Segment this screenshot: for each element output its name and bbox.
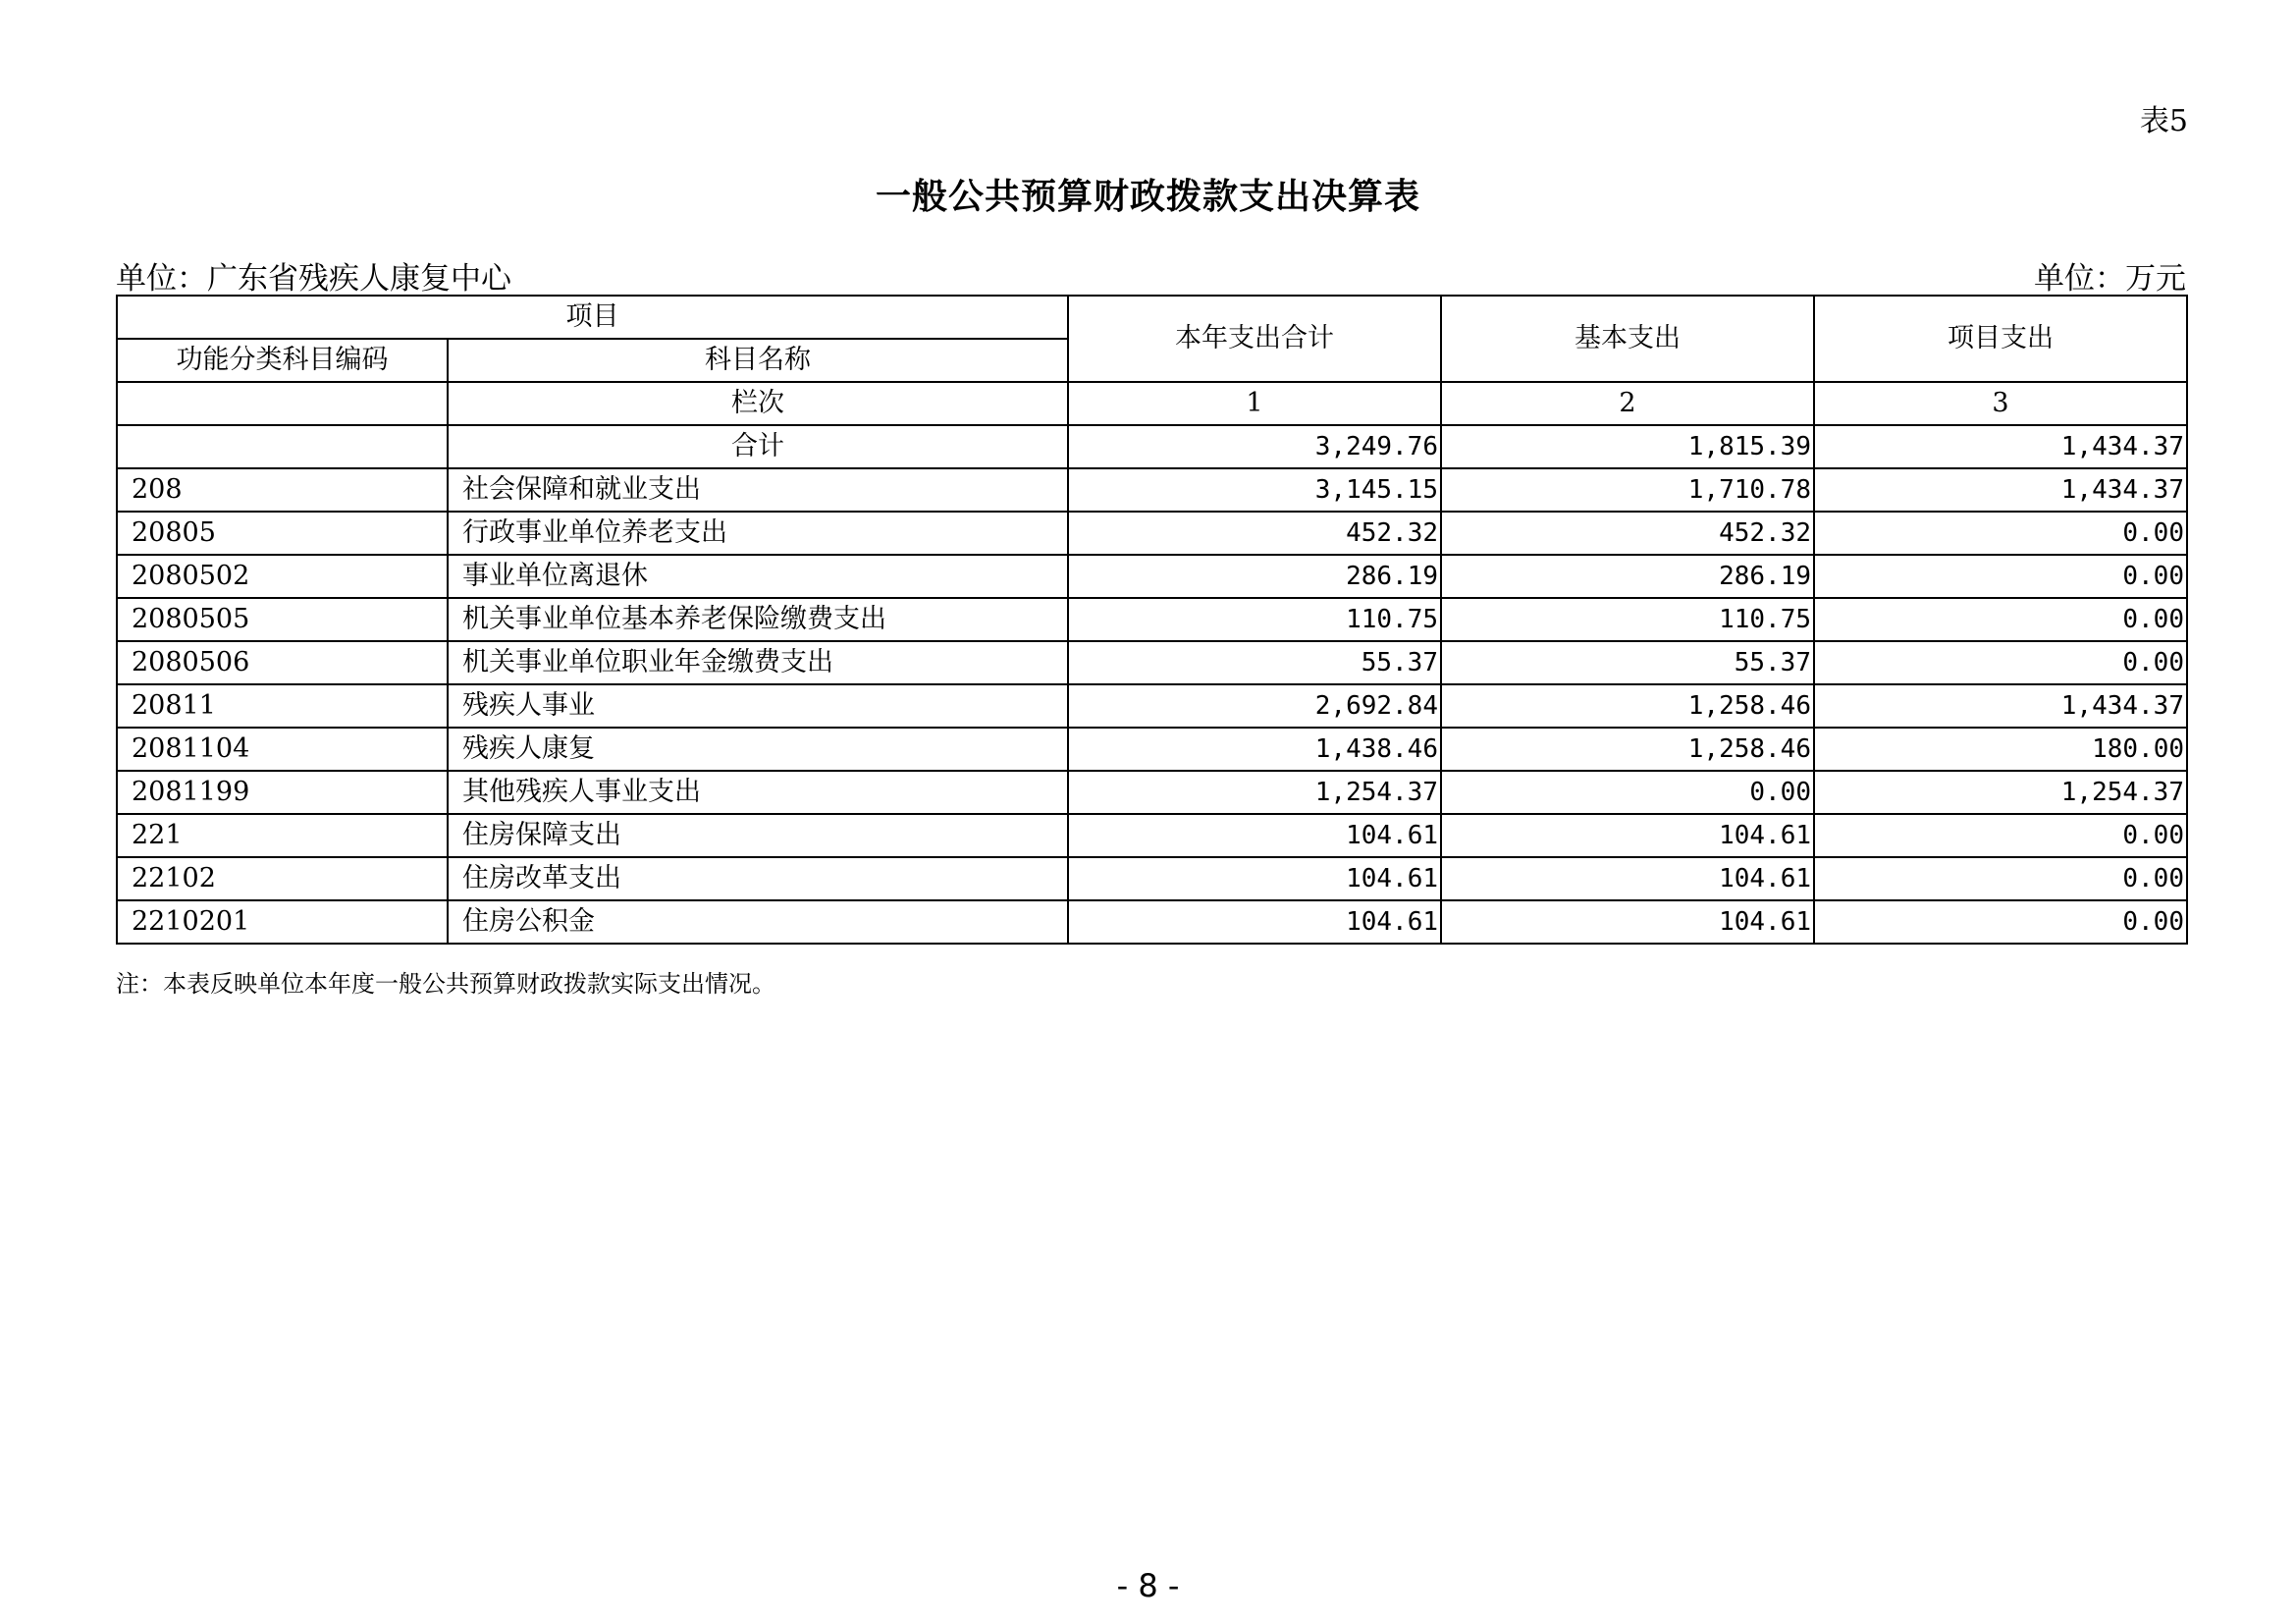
row-project: 1,254.37 [1814, 771, 2187, 814]
row-project: 0.00 [1814, 512, 2187, 555]
row-total: 110.75 [1068, 598, 1441, 641]
row-project: 0.00 [1814, 814, 2187, 857]
unit-organization: 单位：广东省残疾人康复中心 [116, 261, 511, 297]
row-basic: 110.75 [1441, 598, 1814, 641]
row-project: 0.00 [1814, 857, 2187, 900]
table-row [117, 771, 2187, 814]
row-basic: 55.37 [1441, 641, 1814, 684]
row-basic: 1,258.46 [1441, 728, 1814, 771]
row-project: 0.00 [1814, 641, 2187, 684]
header-total: 本年支出合计 [1068, 296, 1441, 382]
row-project: 0.00 [1814, 900, 2187, 944]
row-name: 机关事业单位职业年金缴费支出 [448, 641, 1068, 684]
header-project: 项目 [117, 296, 1068, 339]
header-column-label: 栏次 [448, 382, 1068, 425]
row-basic: 104.61 [1441, 857, 1814, 900]
table-body [117, 468, 2187, 944]
row-basic: 1,710.78 [1441, 468, 1814, 512]
row-basic: 1,258.46 [1441, 684, 1814, 728]
row-basic: 104.61 [1441, 900, 1814, 944]
row-name: 残疾人事业 [448, 684, 1068, 728]
total-sum: 3,249.76 [1068, 425, 1441, 468]
total-row [117, 425, 2187, 468]
row-name: 事业单位离退休 [448, 555, 1068, 598]
table-note: 注：本表反映单位本年度一般公共预算财政拨款实际支出情况。 [116, 970, 775, 998]
table-row [117, 641, 2187, 684]
row-code: 22102 [117, 857, 448, 900]
table-row [117, 468, 2187, 512]
budget-table [116, 295, 2188, 945]
row-code: 208 [117, 468, 448, 512]
header-code: 功能分类科目编码 [117, 339, 448, 382]
table-row [117, 598, 2187, 641]
table-row [117, 512, 2187, 555]
header-project-expense: 项目支出 [1814, 296, 2187, 382]
table-number: 表5 [2139, 104, 2188, 138]
row-total: 2,692.84 [1068, 684, 1441, 728]
row-basic: 104.61 [1441, 814, 1814, 857]
row-code: 221 [117, 814, 448, 857]
row-code: 2080502 [117, 555, 448, 598]
total-project: 1,434.37 [1814, 425, 2187, 468]
row-total: 286.19 [1068, 555, 1441, 598]
row-name: 住房改革支出 [448, 857, 1068, 900]
header-col-1: 1 [1068, 382, 1441, 425]
total-label: 合计 [448, 425, 1068, 468]
row-name: 行政事业单位养老支出 [448, 512, 1068, 555]
row-code: 2080505 [117, 598, 448, 641]
row-total: 1,254.37 [1068, 771, 1441, 814]
unit-currency: 单位：万元 [2034, 261, 2186, 297]
row-name: 住房保障支出 [448, 814, 1068, 857]
table-row [117, 684, 2187, 728]
table-row [117, 900, 2187, 944]
page-number: - 8 - [1116, 1567, 1180, 1604]
row-project: 0.00 [1814, 598, 2187, 641]
header-basic: 基本支出 [1441, 296, 1814, 382]
row-name: 住房公积金 [448, 900, 1068, 944]
total-basic: 1,815.39 [1441, 425, 1814, 468]
row-project: 1,434.37 [1814, 684, 2187, 728]
row-name: 其他残疾人事业支出 [448, 771, 1068, 814]
table-header [117, 296, 2187, 468]
row-name: 社会保障和就业支出 [448, 468, 1068, 512]
row-name: 残疾人康复 [448, 728, 1068, 771]
header-col-2: 2 [1441, 382, 1814, 425]
row-code: 2080506 [117, 641, 448, 684]
row-code: 2081199 [117, 771, 448, 814]
header-col-3: 3 [1814, 382, 2187, 425]
table-row [117, 555, 2187, 598]
row-total: 104.61 [1068, 814, 1441, 857]
table-row [117, 814, 2187, 857]
page-title: 一般公共预算财政拨款支出决算表 [875, 177, 1420, 217]
row-code: 20811 [117, 684, 448, 728]
row-project: 180.00 [1814, 728, 2187, 771]
row-total: 3,145.15 [1068, 468, 1441, 512]
row-total: 104.61 [1068, 900, 1441, 944]
row-basic: 452.32 [1441, 512, 1814, 555]
row-total: 1,438.46 [1068, 728, 1441, 771]
row-total: 104.61 [1068, 857, 1441, 900]
row-basic: 286.19 [1441, 555, 1814, 598]
row-project: 0.00 [1814, 555, 2187, 598]
table-row [117, 857, 2187, 900]
header-name: 科目名称 [448, 339, 1068, 382]
row-total: 55.37 [1068, 641, 1441, 684]
row-code: 2210201 [117, 900, 448, 944]
row-basic: 0.00 [1441, 771, 1814, 814]
row-code: 2081104 [117, 728, 448, 771]
row-code: 20805 [117, 512, 448, 555]
row-project: 1,434.37 [1814, 468, 2187, 512]
table-row [117, 728, 2187, 771]
row-name: 机关事业单位基本养老保险缴费支出 [448, 598, 1068, 641]
header-blank-cell [117, 382, 448, 425]
total-blank-cell [117, 425, 448, 468]
row-total: 452.32 [1068, 512, 1441, 555]
